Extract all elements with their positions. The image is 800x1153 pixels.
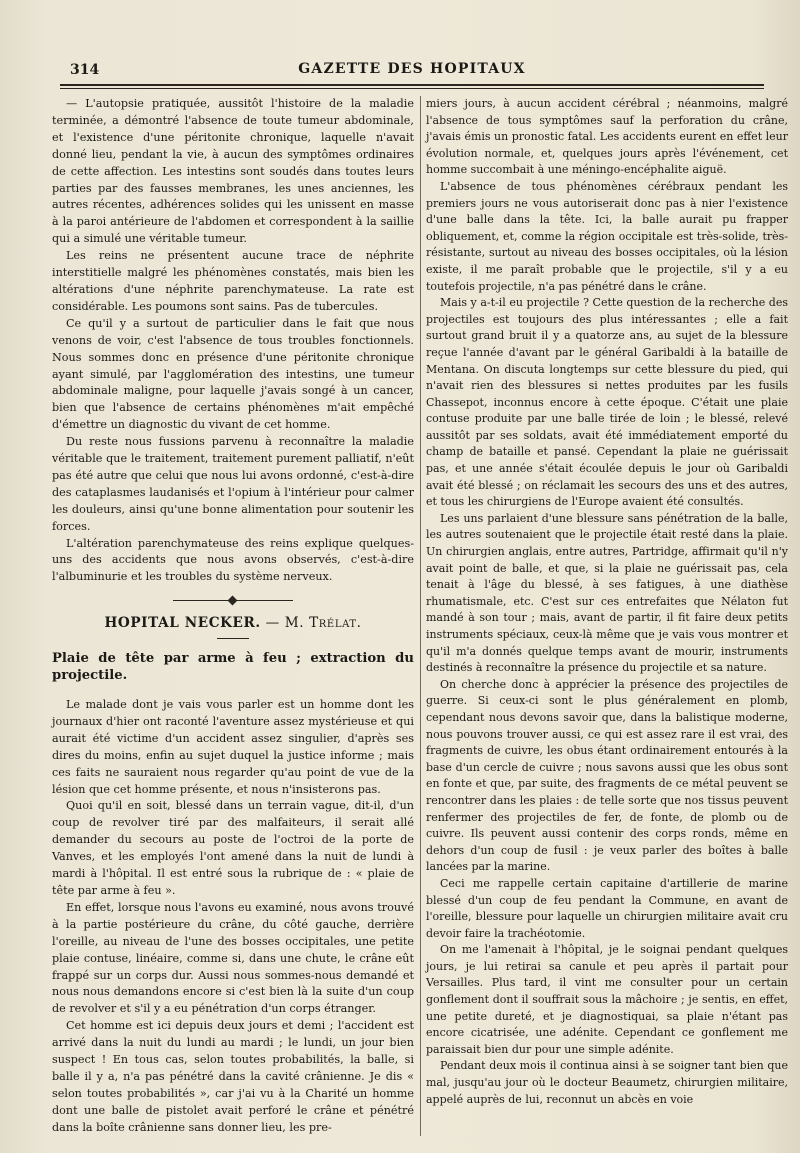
paragraph: Le malade dont je vais vous parler est un homme dont les journaux d'hier ont raconté l'aventure assez mystérieuse et qui aurait été victime d'un accident assez singulier, d'après ses dires du moins, enfin au sujet duquel la justice informe ; mais ces faits ne sauraient nous regarder qu'au point de vue de la lésion que cet homme présente, et nous n'insisterons pas. (52, 698, 414, 796)
paragraph: L'absence de tous phénomènes cérébraux pendant les premiers jours ne vous autoriserait donc pas à nier l'existence d'une balle dans la tête. Ici, la balle aurait pu frapper obliquement, et, comme la région occipitale est très-solide, très-résistante, surtout au niveau des bosses occipitales, où la lésion existe, il me paraît probable que le projectile, s'il y a eu toutefois projectile, n'a pas pénétré dans le crâne. (426, 179, 788, 293)
section-separator (173, 600, 293, 601)
paragraph: On cherche donc à apprécier la présence des projectiles de guerre. Si ceux-ci sont le plus généralement en plomb, cependant nous devons savoir que, dans la balistique moderne, nous pouvons trouver aussi, ce qui est assez rare il est vrai, des fragments de cuivre, les obus étant ordinairement entourés à la base d'un cercle de cuivre ; nous savons aussi que les obus sont en fonte et que, par suite, des fragments de ce métal peuvent se rencontrer dans les plaies : de telle sorte que nos tissus peuvent renfermer des projectiles de fer, de fonte, de plomb ou de cuivre. Ils peuvent aussi contenir des corps ronds, même en dehors d'un coup de fusil : je veux parler des boîtes à balle lancées par la marine. (426, 677, 788, 874)
paragraph: Les reins ne présentent aucune trace de néphrite interstitielle malgré les phénomènes constatés, mais bien les altérations d'une néphrite parenchymateuse. La rate est considérable. Les poumons sont sains. Pas de tubercules. (52, 249, 414, 313)
page-header (60, 58, 764, 84)
paragraph: Ceci me rappelle certain capitaine d'artillerie de marine blessé d'un coup de feu pendant la Commune, en avant de l'oreille, blessure pour laquelle un chirurgien militaire avait cru devoir faire la trachéotomie. (426, 876, 788, 940)
journal-title: GAZETTE DES HOPITAUX (298, 61, 526, 77)
paragraph: En effet, lorsque nous l'avons eu examiné, nous avons trouvé à la partie postérieure du crâne, du côté gauche, derrière l'oreille, au niveau de l'une des bosses occipitales, une petite plaie contuse, linéaire, comme si, dans une chute, le crâne eût frappé sur un corps dur. Aussi nous sommes-nous demandé et nous nous demandons encore si c'est bien là la suite d'un coup de revolver et s'il y a eu pénétration d'un corps étranger. (52, 900, 414, 1016)
hospital-dash: — M. (260, 615, 310, 632)
column-divider (420, 96, 421, 1136)
header-rule (60, 84, 764, 89)
hospital-name: HOPITAL NECKER. (104, 615, 261, 632)
paragraph: On me l'amenait à l'hôpital, je le soignai pendant quelques jours, je lui retirai sa canule et peu après il partait pour Versailles. Plus tard, il vint me consulter pour un certain gonflement dont il souffrait sous la mâchoire ; je sentis, en effet, une petite dureté, et je diagnostiquai, sa plaie n'étant pas encore cicatrisée, une adénite. Cependant ce gonflement me paraissait bien dur pour une simple adénite. (426, 943, 788, 1056)
paragraph: — L'autopsie pratiquée, aussitôt l'histoire de la maladie terminée, a démontré l'absence de toute tumeur abdominale, et l'existence d'une péritonite chronique, laquelle n'avait donné lieu, pendant la vie, à aucun des symptômes ordinaires de cette affection. Les intestins sont soudés dans toutes leurs parties par des fausses membranes, les unes anciennes, les autres récentes, adhérences solides qui les unissent en masse à la paroi antérieure de l'abdomen et correspondent à la saillie qui a simulé une véritable tumeur. (52, 97, 414, 246)
short-rule (217, 638, 249, 639)
case-title: Plaie de tête par arme à feu ; extraction du projectile. (52, 651, 414, 684)
paragraph: Du reste nous fussions parvenu à reconnaître la maladie véritable que le traitement, traitement purement palliatif, n'eût pas été autre que celui que nous lui avons ordonné, c'est-à-dire des cataplasmes laudanisés et l'opium à l'intérieur pour calmer les douleurs, ainsi qu'une bonne alimentation pour soutenir les forces. (52, 435, 414, 533)
paragraph: Pendant deux mois il continua ainsi à se soigner tant bien que mal, jusqu'au jour où le docteur Beaumetz, chirurgien militaire, appelé auprès de lui, reconnut un abcès en voie (426, 1059, 788, 1106)
paragraph: L'altération parenchymateuse des reins explique quelques-uns des accidents que nous avons observés, c'est-à-dire l'albuminurie et les troubles du système nerveux. (52, 536, 414, 584)
paragraph: Les uns parlaient d'une blessure sans pénétration de la balle, les autres soutenaient que le projectile était resté dans la plaie. Un chirurgien anglais, entre autres, Partridge, affirmait qu'il n'y avait point de balle, et que, si la plaie ne guérissait pas, cela tenait à l'âge du blessé, à ses fatigues, à une diathèse rhumatismale, etc. C'est sur ces entrefaites que Nélaton fut mandé à son tour ; mais, avant de partir, il fit faire deux petits instruments spéciaux, ceux-là même que je vais vous montrer et qu'il m'a donnés quelque temps avant de mourir, instruments destinés à reconnaître la présence du projectile et sa nature. (426, 511, 788, 675)
paragraph: miers jours, à aucun accident cérébral ; néanmoins, malgré l'absence de tous symptômes sauf la perforation du crâne, j'avais émis un pronostic fatal. Les accidents eurent en effet leur évolution normale, et, quelques jours après l'événement, cet homme succombait à une méningo-encéphalite aiguë. (426, 97, 788, 177)
paragraph: Quoi qu'il en soit, blessé dans un terrain vague, dit-il, d'un coup de revolver tiré par des malfaiteurs, il serait allé demander du secours au poste de l'octroi de la porte de Vanves, et les employés l'ont amené dans la nuit de lundi à mardi à l'hôpital. Il est entré sous la rubrique de : « plaie de tête par arme à feu ». (52, 799, 414, 897)
hospital-heading (52, 615, 414, 632)
doctor-name: Trélat. (309, 615, 362, 632)
page-number: 314 (70, 62, 100, 78)
paragraph: Cet homme est ici depuis deux jours et demi ; l'accident est arrivé dans la nuit du lundi au mardi ; le lundi, un jour bien suspect ! En tous cas, selon toutes probabilités, la balle, si balle il y a, n'a pas pénétré dans la cavité crânienne. Je dis « selon toutes probabilités », car j'ai vu à la Charité un homme dont une balle de pistolet avait perforé le crâne et pénétré dans la boîte crânienne sans donner lieu, les pre- (52, 1019, 414, 1134)
paragraph: Mais y a-t-il eu projectile ? Cette question de la recherche des projectiles est toujours des plus intéressantes ; elle a fait surtout grand bruit il y a quatorze ans, au sujet de la blessure reçue l'année d'avant par le général Garibaldi à la bataille de Mentana. On discuta longtemps sur cette blessure du pied, qui n'avait rien des blessures si nettes produites par les fusils Chassepot, inconnus encore à cette époque. C'était une plaie contuse produite par une balle tirée de loin ; le blessé, relevé aussitôt par ses soldats, avait été immédiatement emporté du champ de bataille et pansé. Cependant la plaie ne guérissait pas, et une année s'était écoulée depuis le jour où Garibaldi avait été blessé ; on réclamait les secours des uns et des autres, et tous les chirurgiens de l'Europe avaient été consultés. (426, 296, 788, 509)
paragraph: Ce qu'il y a surtout de particulier dans le fait que nous venons de voir, c'est l'absence de tous troubles fonctionnels. Nous sommes donc en présence d'une péritonite chronique ayant simulé, par l'agglomération des intestins, une tumeur abdominale maligne, pour laquelle j'avais songé à un cancer, bien que l'absence de certains phénomènes m'ait empêché d'émettre un diagnostic du vivant de cet homme. (52, 316, 414, 432)
right-column (426, 96, 788, 1108)
left-column (52, 96, 414, 1137)
